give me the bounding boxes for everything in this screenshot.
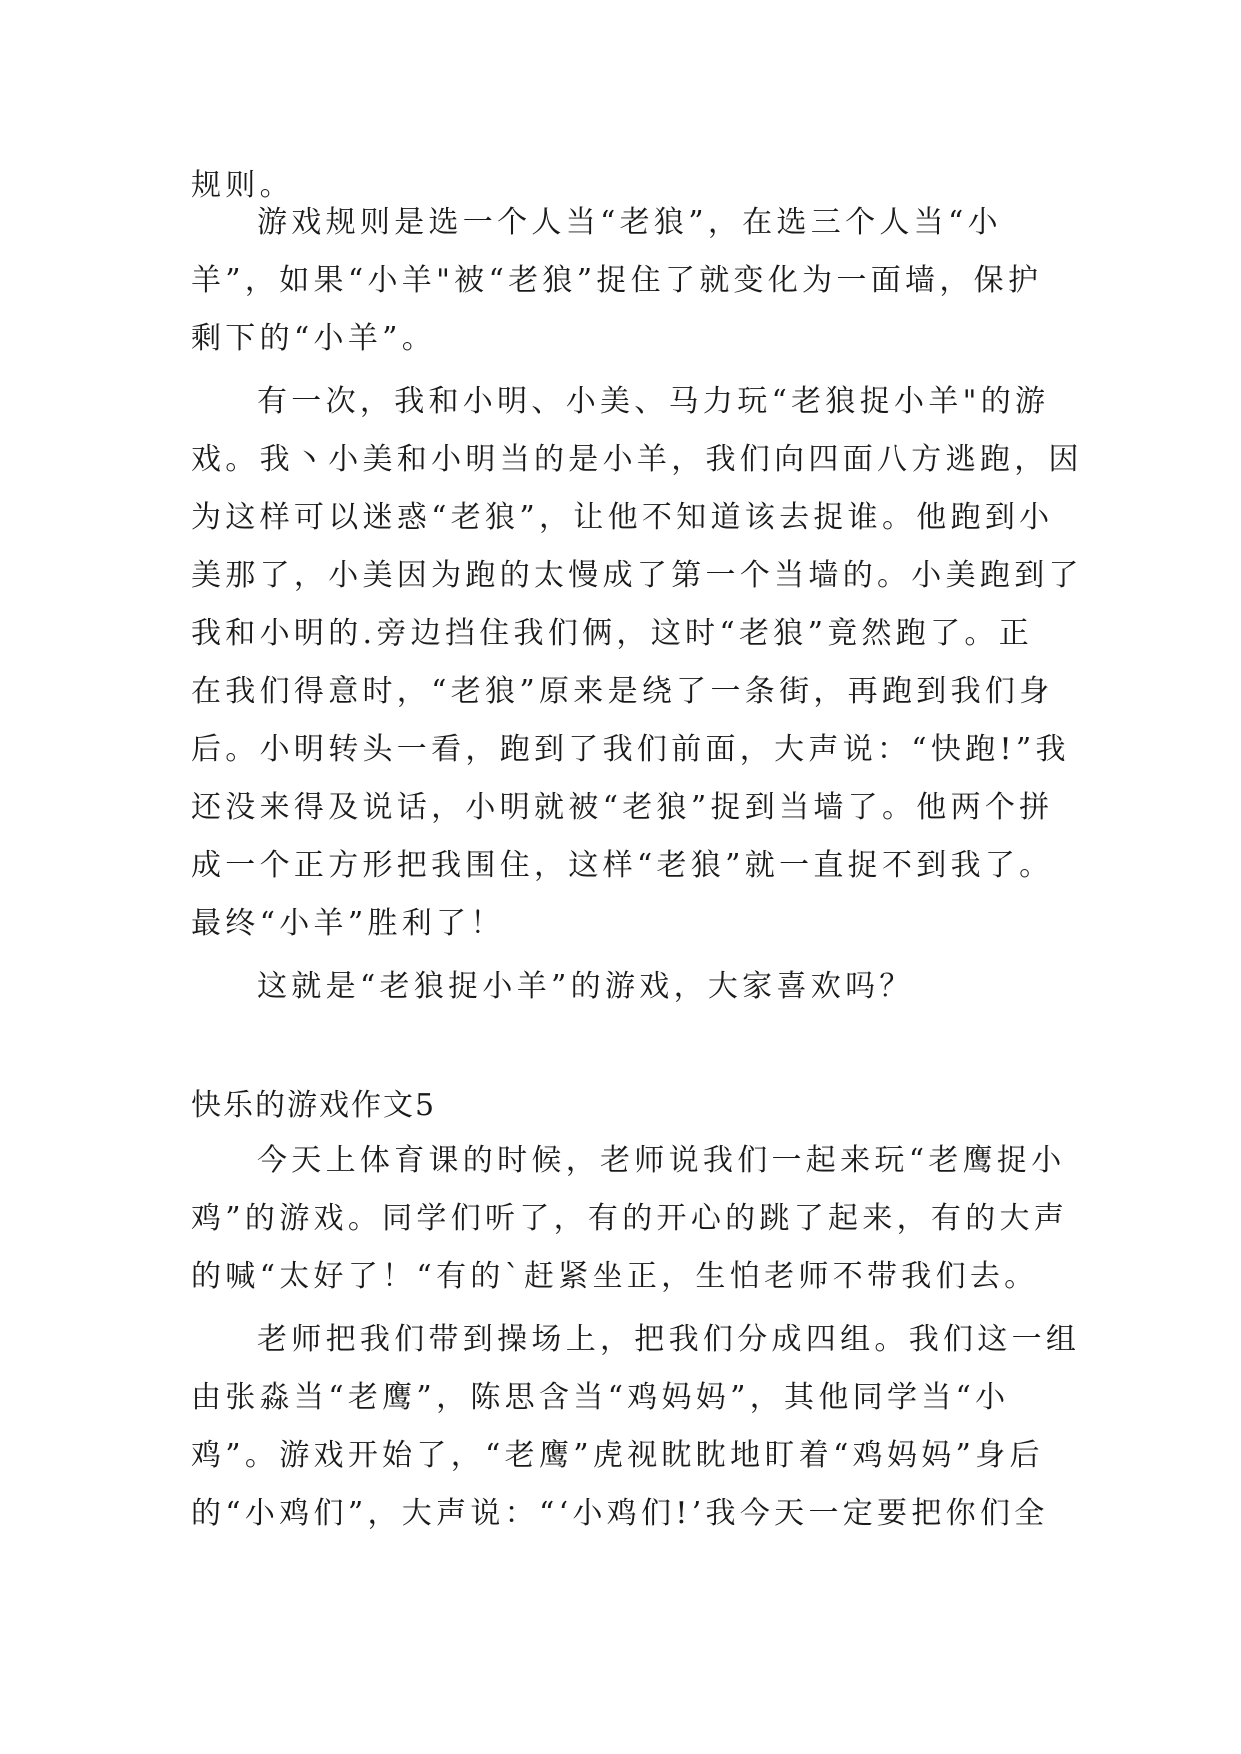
paragraph-line: 戏。我丶小美和小明当的是小羊，我们向四面八方逃跑，因	[191, 442, 1083, 477]
paragraph-line: 在我们得意时，“老狼”原来是绕了一条街，再跑到我们身	[191, 674, 1054, 709]
paragraph-line: 老师把我们带到操场上，把我们分成四组。我们这一组	[257, 1322, 1081, 1357]
paragraph-line: 为这样可以迷惑“老狼”，让他不知道该去捉谁。他跑到小	[191, 500, 1054, 535]
paragraph-line: 有一次，我和小明、小美、马力玩“老狼捉小羊"的游	[257, 384, 1050, 419]
paragraph-line: 由张淼当“老鹰”，陈思含当“鸡妈妈”，其他同学当“小	[191, 1380, 1010, 1415]
paragraph-line: 这就是“老狼捉小羊”的游戏，大家喜欢吗？	[257, 969, 914, 1004]
paragraph-line: 最终“小羊”胜利了！	[191, 906, 505, 941]
paragraph-line: 还没来得及说话，小明就被“老狼”捉到当墙了。他两个拼	[191, 790, 1054, 825]
section-heading: 快乐的游戏作文5	[191, 1088, 437, 1123]
paragraph-line: 成一个正方形把我围住，这样“老狼”就一直捉不到我了。	[191, 848, 1054, 883]
paragraph-line: 的“小鸡们”，大声说：“‘小鸡们!’我今天一定要把你们全	[191, 1496, 1049, 1531]
paragraph-line: 规则。	[191, 168, 294, 203]
paragraph-line: 剩下的“小羊”。	[191, 321, 437, 356]
paragraph-line: 今天上体育课的时候，老师说我们一起来玩“老鹰捉小	[257, 1143, 1066, 1178]
paragraph-line: 的喊“太好了！“有的`赶紧坐正，生怕老师不带我们去。	[191, 1259, 1039, 1294]
paragraph-line: 我和小明的.旁边挡住我们俩，这时“老狼”竟然跑了。正	[191, 616, 1034, 651]
paragraph-line: 美那了，小美因为跑的太慢成了第一个当墙的。小美跑到了	[191, 558, 1083, 593]
paragraph-line: 游戏规则是选一个人当“老狼”，在选三个人当“小	[257, 205, 1002, 240]
paragraph-line: 羊”，如果“小羊"被“老狼”捉住了就变化为一面墙，保护	[191, 263, 1043, 298]
paragraph-line: 鸡”的游戏。同学们听了，有的开心的跳了起来，有的大声	[191, 1201, 1069, 1236]
paragraph-line: 后。小明转头一看，跑到了我们前面，大声说：“快跑!”我	[191, 732, 1070, 767]
paragraph-line: 鸡”。游戏开始了，“老鹰”虎视眈眈地盯着“鸡妈妈”身后	[191, 1438, 1044, 1473]
